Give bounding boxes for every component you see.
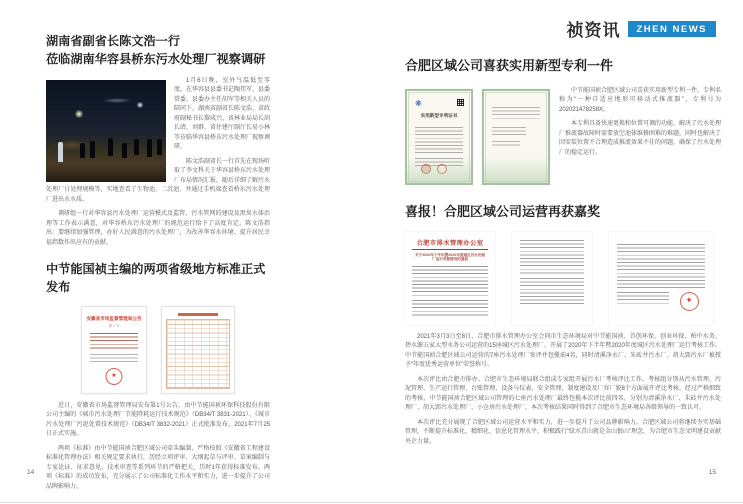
certificate-text-lines	[492, 107, 540, 121]
notice-document-subtitle: 关于2020年下半年暨2020年度城区污水处理厂运行考核情况的通报	[415, 252, 485, 262]
article-provincial-standards	[46, 260, 270, 497]
certificate-text-lines	[492, 127, 526, 135]
person-silhouette	[80, 143, 85, 158]
article-paragraph: 本次评比由合肥市排办、合肥市生态环境局联合组成专家组开展污水厂考核评比工作。考核组分别从污水管理、污泥管理、生产运行管理、台账管理、设备与仪表、安全管理、制度建设及厂容厂貌8个方面展开评比考核。经过严格细致的考核，中节能国祯合肥区域公司管理的七座污水处理厂最终包揽本次评比前四名，分别为清溪净水厂、朱砖井污水处理厂、胡大郢污水处理厂、小仓房污水处理厂，本次考核结果同时得到了合肥市生态环境局各级领导的一致认可。	[405, 376, 721, 411]
red-seal-icon: ★	[678, 290, 701, 313]
article-paragraph: 陈文浩副省长一行首先在现场听取了李文科关于华容县桥东污水处理厂布局情况汇报，随后详细了解污水处理厂日处理规模等，实地查看了生物池、二沉池，并通过手机端查看桥东污水处理厂进出水水质。	[46, 158, 271, 203]
announcement-document-number: 第 1 号	[108, 324, 120, 329]
person-silhouette	[90, 141, 95, 158]
person-silhouette	[58, 142, 63, 162]
article-paragraph: 近日，安徽省市场监督管理局发布第1号公告，由中节能国祯环保科技股份有限公司主编的《城市污水处理厂节能降耗运行技术规范》（DB34/T 3831-2021）、《城市污水处理厂污泥处置技术规范》（DB34/T 3832-2021）正式批准发布，2021年7月25日正式实施。	[46, 402, 270, 438]
certificate-row	[405, 89, 721, 185]
article-body	[559, 87, 721, 164]
page-bottom-edge	[0, 502, 743, 503]
document-text-lines	[412, 300, 488, 316]
inspection-photo	[46, 80, 166, 182]
article-paragraph: 调研组一行对华容县污水处理厂运营模式及监管、污水管网的建设及黑臭水体治理等工作表示满意，对华容桥东污水处理厂的规范运行给予了高度肯定。陈文浩指出：要继续加强管理，办好人民满意的污水处理厂，为改善华容水环境、提升居民幸福指数作出应有的贡献。	[46, 211, 270, 246]
masthead-title: 祯资讯	[566, 21, 621, 41]
streetlight-glow	[136, 102, 144, 108]
article-patent-award	[405, 56, 721, 185]
person-silhouette	[108, 138, 113, 156]
notice-document-rule	[412, 249, 488, 250]
document-text-lines	[412, 266, 488, 296]
person-silhouette	[147, 139, 152, 157]
article-body	[46, 77, 270, 249]
article-paragraph: 中节能国祯合肥区域公司喜获实用新型专利一件，专利名称为“一种自适应地形可移动式推流器”，专利号为202021478258X。	[559, 87, 722, 113]
streetlight-glow	[74, 110, 84, 118]
qr-code-icon	[457, 99, 464, 106]
article-paragraph: 本次评比充分展现了合肥区域公司运营水平和实力，进一步提升了公司品牌影响力。合肥区域公司将继续夯实基础管理，不断提升标准化、精细化、信息化管理水平，积极践行“绿水青山就是金山银山”理念，为合肥市生态文明建设贡献央企力量。	[405, 419, 721, 445]
report-page-document	[512, 232, 592, 325]
document-text-lines	[520, 278, 584, 304]
article-title: 合肥区域公司喜获实用新型专利一件	[405, 58, 614, 73]
standards-table-document	[161, 306, 235, 394]
article-title: 喜报！合肥区域公司运营再获嘉奖	[405, 204, 601, 219]
article-operation-commendation	[405, 202, 721, 452]
patent-certificate	[405, 89, 473, 185]
article-paragraph: 2021年3月3日至8日，合肥市排水管理办公室会同市生态环境局对中节能国祯、首创环保、创业环保、柏中水务、碧水源五家大型水务公司运营的15座城区污水处理厂，开展了2020年下半年暨2020年度城区污水处理厂运行考核工作。中节能国祯合肥区域公司运营的7座污水处理厂参评并包揽前4名，同时清溪净水厂、朱砖井污水厂、胡大郢污水厂被授予“年度优秀运营单位”荣誉称号。	[405, 333, 721, 368]
article-title-line1: 湖南省副省长陈文浩一行	[46, 34, 181, 48]
announcement-document-title: 安徽省市场监督管理局公告	[86, 315, 142, 321]
masthead	[567, 16, 717, 41]
document-thumbnails	[405, 232, 721, 325]
page-number-left: 14	[27, 469, 35, 476]
article-paragraph: 1月6日晚，室外气温低至零度，在华容县县委书记陶伟军、县委常委、县委办主任胡军等相关人员的陪同下，湖南省副省长陈文浩、省政府副秘书长黎咸兴、省林业局局长胡长清、刘群、省住建厅副厅长易小林等莅临华容县桥东污水处理厂视察调研。	[174, 77, 271, 151]
zhen-news-badge: ZHEN NEWS	[628, 21, 717, 37]
document-text-lines	[520, 240, 584, 274]
certificate-text-lines	[492, 141, 520, 146]
report-page-document-sealed	[609, 232, 713, 325]
article-hunan-inspection	[46, 32, 270, 253]
certificate-text-lines	[415, 127, 463, 153]
document-text-lines	[90, 354, 138, 364]
article-paragraph: 两项《标准》由中节能国祯合肥区域公司牵头编制，严格按照《安徽省工程建设标准化管理办法》相关规定要求执行，历经立项评审、大纲起草与评审、草案编制与专家论证、征求意见、技术审查等系列环节的严格把关，历时1年获得标准发布。两项《标准》的成功发布，充分展示了公司标准化工作水平和实力，进一步提升了公司品牌影响力。	[46, 445, 270, 490]
announcement-document	[81, 306, 147, 394]
sky-glow	[102, 98, 132, 103]
article-title-line2: 莅临湖南华容县桥东污水处理厂视察调研	[46, 52, 266, 67]
article-body	[46, 402, 270, 493]
notice-document-header: 合肥市排水管理办公室	[416, 239, 484, 247]
person-silhouette	[134, 139, 139, 155]
page-number-right: 15	[708, 469, 716, 476]
certificate-green-gradient	[407, 157, 471, 183]
patent-certificate-page2	[482, 89, 550, 185]
article-paragraph: 本专利具备快速更换和位置可调的功能，解决了污水处理厂推流器故障时需要放空池体维修困难的难题，同时也解决了因安装位置不合理造成推流效果不佳的问题，确保了污水处理厂的稳定运行。	[559, 121, 722, 156]
notice-document	[405, 232, 495, 325]
table-document-header	[178, 313, 218, 316]
article-body	[405, 333, 721, 448]
article-title: 中节能国祯主编的两项省级地方标准正式发布	[46, 262, 266, 295]
certificate-green-gradient	[484, 157, 548, 183]
document-thumbnails	[46, 306, 270, 394]
document-text-lines	[617, 244, 705, 288]
standards-table	[166, 319, 230, 389]
document-text-lines	[90, 333, 138, 350]
person-silhouette	[157, 139, 162, 155]
person-silhouette	[122, 143, 127, 158]
document-text-lines	[617, 292, 669, 304]
red-seal-icon: ★	[106, 368, 123, 385]
patent-office-logo-icon: ❋	[415, 98, 422, 108]
patent-certificate-title: 实用新型专利证书	[420, 112, 458, 118]
